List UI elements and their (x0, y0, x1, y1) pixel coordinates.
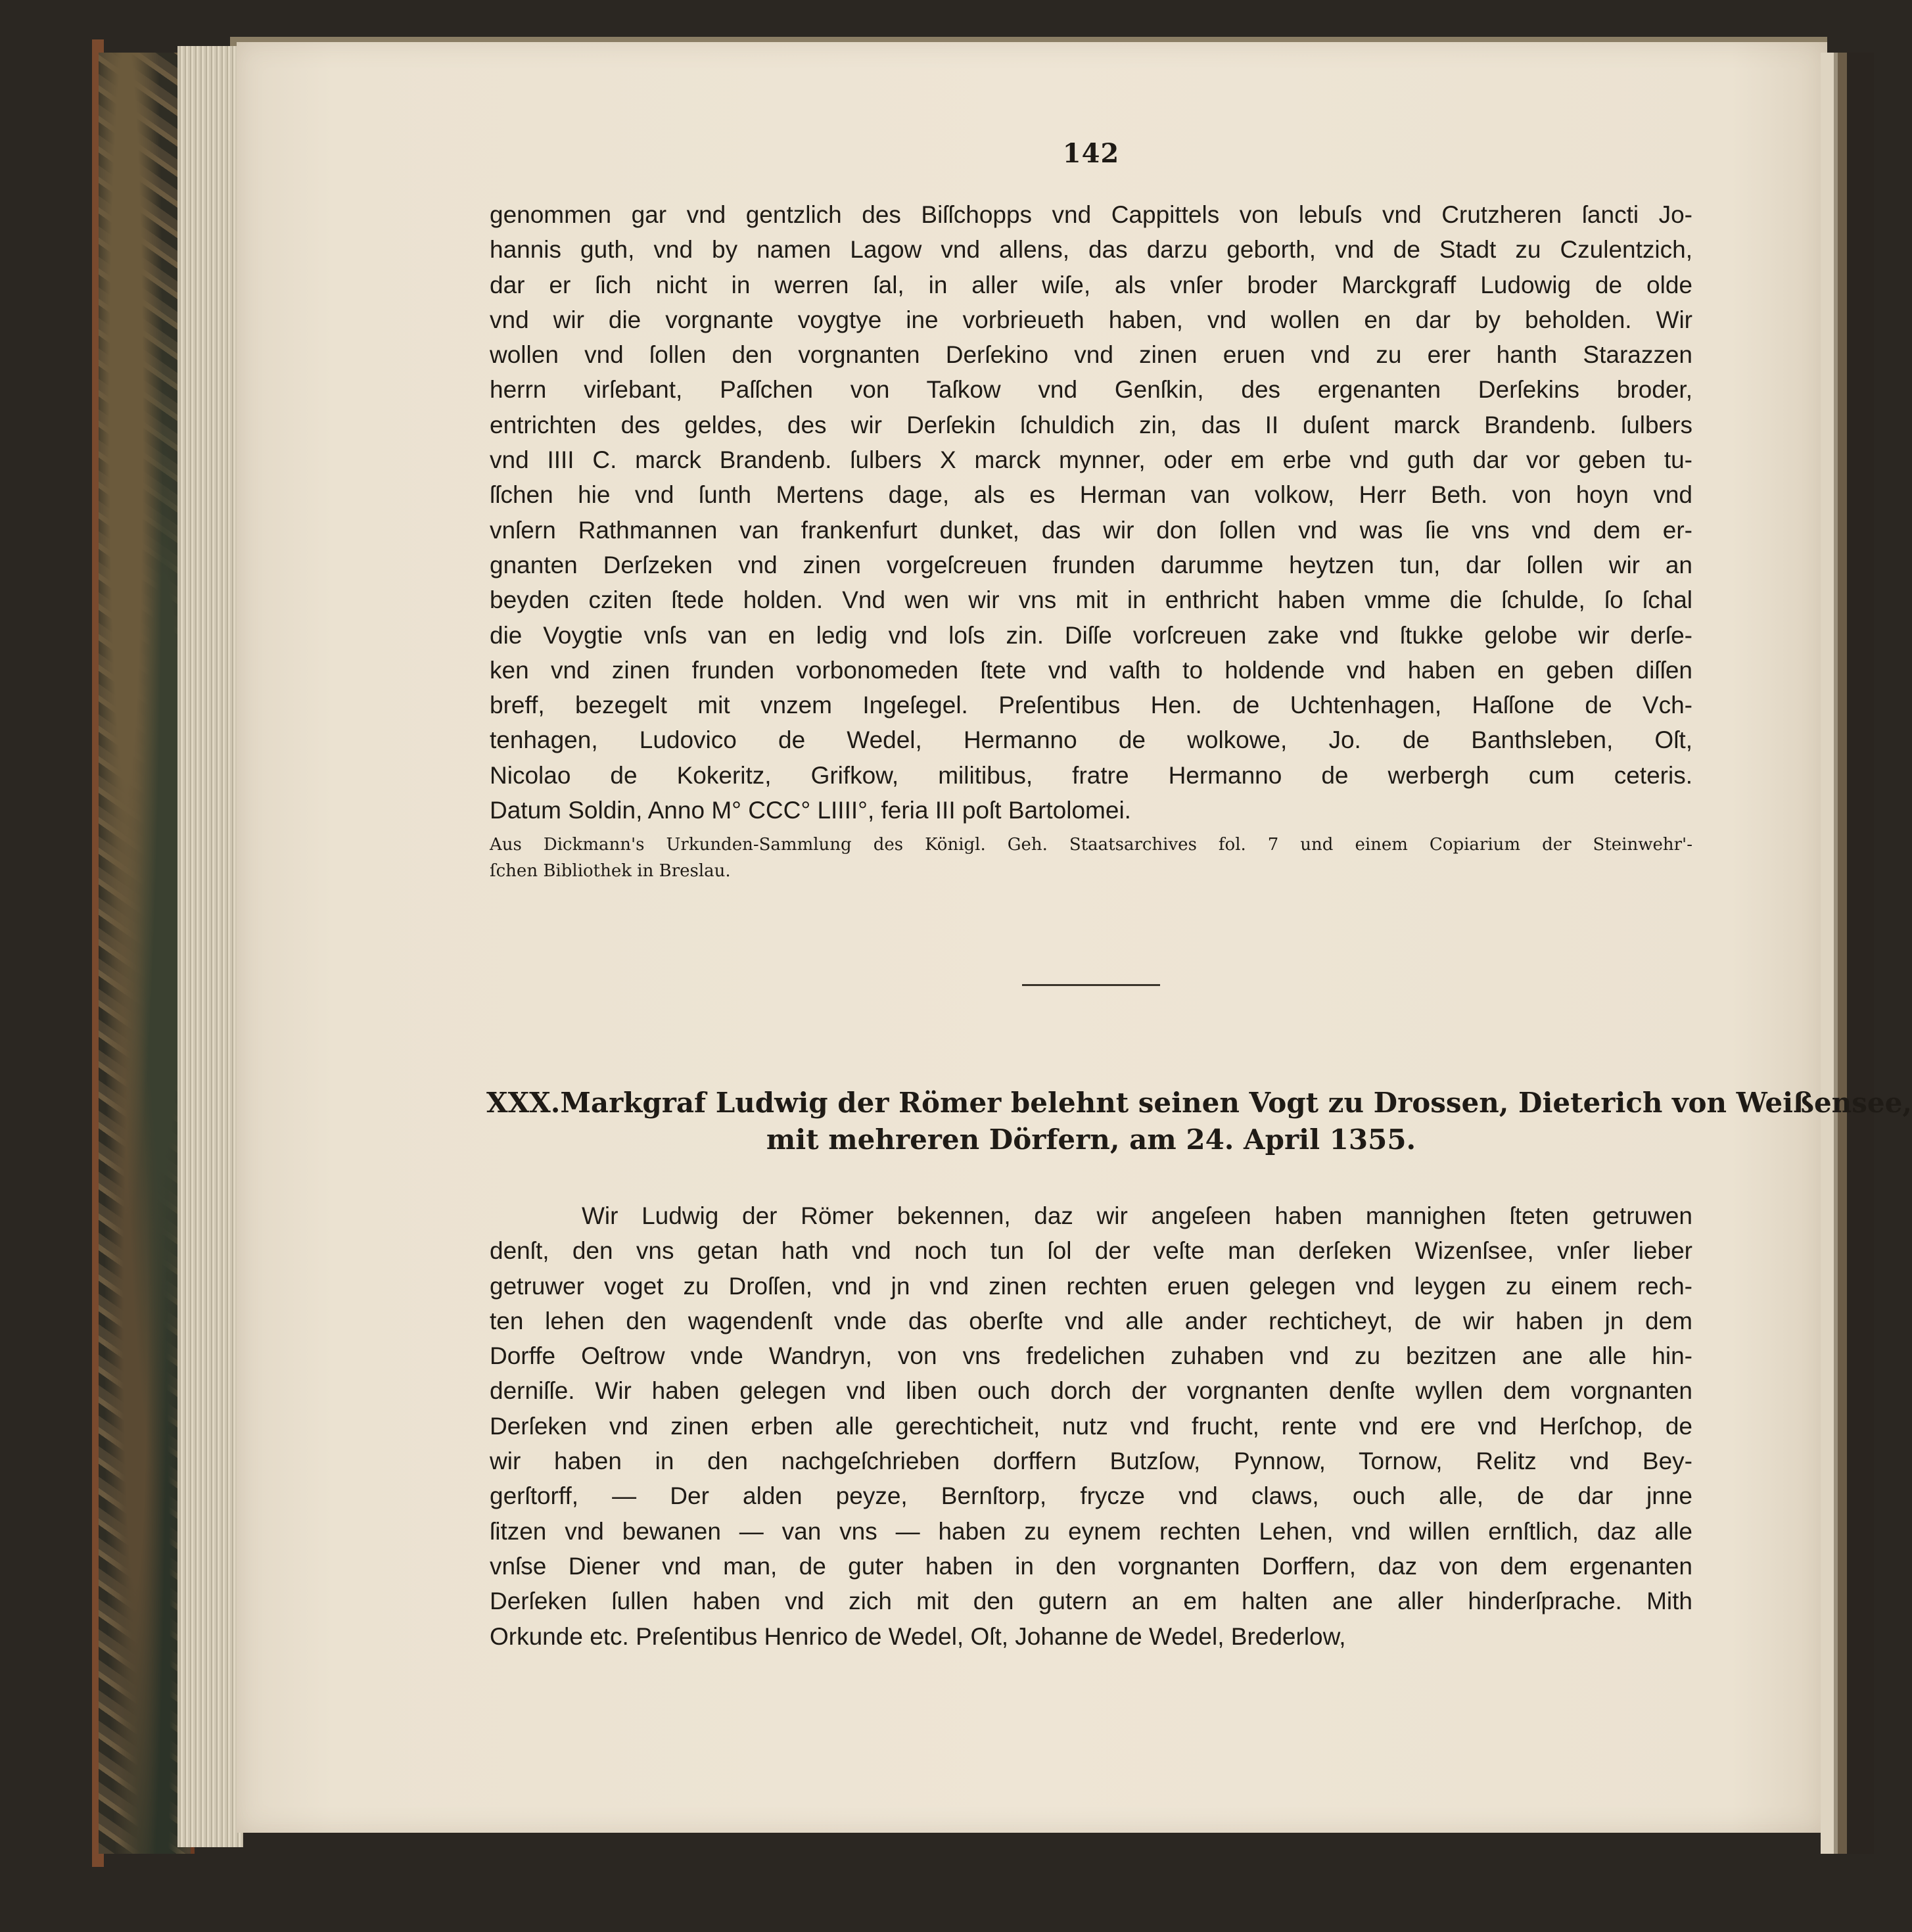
text-line: ten lehen den wagendenſt vnde das oberſte vnd alle ander rechticheyt, de wir haben jn dem (490, 1307, 1692, 1334)
text-line: Derſeken ſullen haben vnd zich mit den gutern an em halten ane aller hinderſprache. Mith (490, 1588, 1692, 1615)
page-edges (177, 46, 243, 1847)
text-line: beyden cziten ſtede holden. Vnd wen wir vns mit in enthricht haben vmme die ſchulde, ſo ſchal (490, 586, 1692, 614)
text-line: hannis guth, vnd by namen Lagow vnd allens, das darzu geborth, vnd de Stadt zu Czulentzich, (490, 236, 1692, 264)
text-line: Dorffe Oeſtrow vnde Wandryn, von vns fredelichen zuhaben vnd zu bezitzen ane alle hin- (490, 1342, 1692, 1370)
text-line: denſt, den vns getan hath vnd noch tun ſol der veſte man derſeken Wizenſsee, vnſer lieber (490, 1237, 1692, 1265)
text-line: getruwer voget zu Droſſen, vnd jn vnd zinen rechten eruen gelegen vnd leygen zu einem rech- (490, 1272, 1692, 1300)
text-line: dar er ſich nicht in werren ſal, in aller wiſe, als vnſer broder Marckgraff Ludowig de olde (490, 271, 1692, 298)
source-line: ſchen Bibliothek in Breslau. (490, 861, 731, 881)
text-line: die Voygtie vnſs van en ledig vnd loſs zin. Diſſe vorſcreuen zake vnd ſtukke gelobe wir derſe- (490, 621, 1692, 649)
text-line: wollen vnd ſollen den vorgnanten Derſekino vnd zinen eruen vnd zu erer hanth Starazzen (490, 341, 1692, 369)
text-line: ſſchen hie vnd ſunth Mertens dage, als es Herman van volkow, Herr Beth. von hoyn vnd (490, 481, 1692, 509)
paragraph-document-1 (490, 197, 1692, 828)
source-citation (490, 832, 1692, 884)
text-line: Orkunde etc. Preſentibus Henrico de Wedel, Oſt, Johanne de Wedel, Brederlow, (490, 1622, 1346, 1650)
text-line: tenhagen, Ludovico de Wedel, Hermanno de wolkowe, Jo. de Banthsleben, Oſt, (490, 726, 1692, 754)
text-line: vnſern Rathmannen van frankenfurt dunket, das wir don ſollen vnd was ſie vns vnd dem er- (490, 516, 1692, 544)
heading-title: Markgraf Ludwig der Römer belehnt seinen Vogt zu Drossen, Dieterich von Weißensee, (560, 1087, 1912, 1119)
text-line: ken vnd zinen frunden vorbonomeden ſtete vnd vaſth to holdende vnd haben en geben diſſen (490, 656, 1692, 684)
text-line: gerſtorff, — Der alden peyze, Bernſtorp, frycze vnd claws, ouch alle, de dar jnne (490, 1482, 1692, 1510)
text-line: ſitzen vnd bewanen — van vns — haben zu eynem rechten Lehen, vnd willen ernſtlich, daz alle (490, 1517, 1692, 1545)
text-line: vnd IIII C. marck Brandenb. ſulbers X marck mynner, oder em erbe vnd guth dar vor geben tu- (490, 446, 1692, 474)
text-line: derniſſe. Wir haben gelegen vnd liben ouch dorch der vorgnanten denſte wyllen dem vorgnanten (490, 1377, 1692, 1405)
heading-line-2: mit mehreren Dörfern, am 24. April 1355. (766, 1123, 1416, 1156)
text-line: herrn virſebant, Paſſchen von Taſkow vnd Genſkin, des ergenanten Derſekins broder, (490, 376, 1692, 404)
text-line: Derſeken vnd zinen erben alle gerechticheit, nutz vnd frucht, rente vnd ere vnd Herſchop, de (490, 1412, 1692, 1440)
text-line: Wir Ludwig der Römer bekennen, daz wir angeſeen haben mannighen ſteten getruwen (582, 1202, 1692, 1229)
document-number: XXX. (486, 1087, 561, 1119)
text-line: genommen gar vnd gentzlich des Biſſchopps vnd Cappittels von lebuſs vnd Crutzheren ſancti Jo- (490, 201, 1692, 228)
text-line: vnd wir die vorgnante voygtye ine vorbrieueth haben, vnd wollen en dar by beholden. Wir (490, 306, 1692, 333)
text-line: Datum Soldin, Anno M° CCC° LIIII°, feria III poſt Bartolomei. (490, 797, 1131, 824)
text-line: Nicolao de Kokeritz, Grifkow, militibus, fratre Hermanno de werbergh cum ceteris. (490, 761, 1692, 789)
section-divider (1022, 984, 1160, 986)
document-heading (486, 1085, 1912, 1158)
source-line: Aus Dickmann's Urkunden-Sammlung des Königl. Geh. Staatsarchives fol. 7 und einem Copiarium der Steinwehr'- (490, 835, 1692, 855)
text-line: gnanten Derſzeken vnd zinen vorgeſcreuen frunden darumme heytzen tun, dar ſollen wir an (490, 551, 1692, 578)
page-number: 142 (1062, 138, 1120, 169)
heading-line-1 (486, 1085, 1912, 1121)
text-line: entrichten des geldes, des wir Derſekin ſchuldich zin, das II duſent marck Brandenb. ſulbers (490, 411, 1692, 438)
right-cover-edge (1821, 53, 1874, 1854)
paragraph-document-2 (490, 1198, 1692, 1654)
text-line: wir haben in den nachgeſchrieben dorffern Butzſow, Pynnow, Tornow, Relitz vnd Bey- (490, 1448, 1692, 1475)
text-line: vnſse Diener vnd man, de guter haben in den vorgnanten Dorffern, daz von dem ergenanten (490, 1552, 1692, 1580)
text-line: breff, bezegelt mit vnzem Ingeſegel. Preſentibus Hen. de Uchtenhagen, Haſſone de Vch- (490, 692, 1692, 719)
